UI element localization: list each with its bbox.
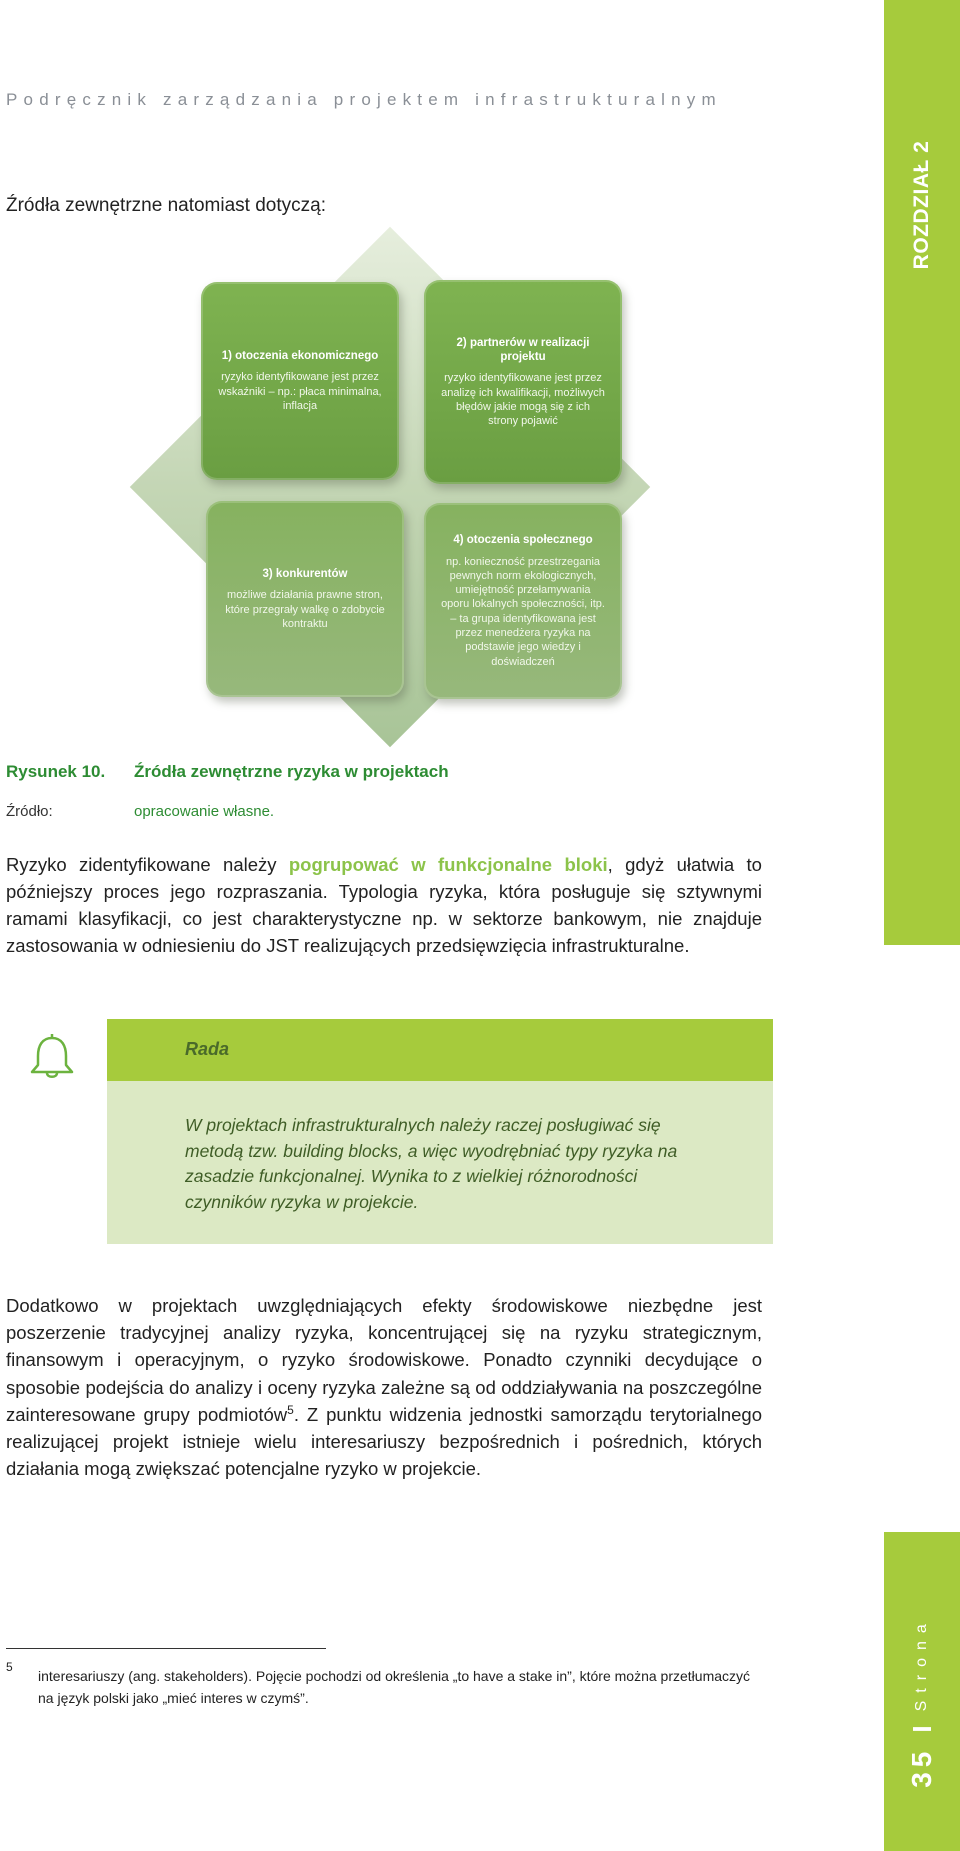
diagram-box-economic bbox=[201, 282, 399, 480]
intro-text: Źródła zewnętrzne natomiast dotyczą: bbox=[6, 195, 326, 216]
paragraph-text: Ryzyko zidentyfikowane należy bbox=[6, 854, 289, 875]
box-title: 3) konkurentów bbox=[262, 567, 348, 580]
box-text: ryzyko identyfikowane jest przez wskaźniki – np.: płaca minimalna, inflacja bbox=[218, 371, 382, 412]
chapter-tab bbox=[884, 0, 960, 945]
footnote-text: interesariuszy (ang. stakeholders). Pojęcie pochodzi od określenia „to have a stake in”, które można przetłumaczyć na język polski jako „mieć interes w czymś”. bbox=[38, 1668, 751, 1706]
diagram-box-competitors bbox=[206, 501, 404, 697]
tip-body bbox=[107, 1081, 773, 1244]
box-title: 2) partnerów w realizacji projektu bbox=[456, 336, 590, 363]
footnote-mark: 5 bbox=[6, 1660, 13, 1674]
tip-text: W projektach infrastrukturalnych należy raczej posługiwać się metodą tzw. building blocks, a więc wyodrębniać typy ryzyka na zasadzie funkcjonalnej. Wynika to z wielkiej różnorodności czynników ryzyka w projekcie. bbox=[185, 1115, 678, 1212]
paragraph-text: Dodatkowo w projektach uwzględniających efekty środowiskowe niezbędne jest poszerzenie tradycyjnej analizy ryzyka, koncentrującej się na ryzyku strategicznym, finansowym i operacyjnym, o ryzyko środowiskowe. Ponadto czynniki decydujące o sposobie podejścia do analizy i oceny ryzyka zależne są od oddziaływania na poszczególne zainteresowane grupy podmiotów bbox=[6, 1295, 762, 1425]
box-title: 4) otoczenia społecznego bbox=[453, 534, 593, 547]
highlighted-phrase: pogrupować w funkcjonalne bloki bbox=[288, 854, 608, 875]
footnote-reference[interactable]: 5 bbox=[287, 1402, 294, 1417]
box-title: 1) otoczenia ekonomicznego bbox=[221, 349, 379, 362]
tip-header bbox=[107, 1019, 773, 1081]
paragraph-environmental bbox=[6, 1292, 762, 1482]
box-text: ryzyko identyfikowane jest przez analizę ich kwalifikacji, możliwych błędów jakie mogą się z ich strony pojawić bbox=[441, 372, 605, 428]
sources-diagram bbox=[150, 222, 630, 752]
paragraph-grouping bbox=[6, 851, 762, 959]
figure-label: Rysunek 10. bbox=[6, 762, 106, 781]
source-label: Źródło: bbox=[6, 803, 53, 820]
diagram-box-social bbox=[424, 503, 622, 699]
chapter-label: ROZDZIAŁ 2 bbox=[910, 140, 933, 270]
bell-icon bbox=[26, 1032, 78, 1084]
tip-title: Rada bbox=[185, 1039, 230, 1059]
box-text: możliwe działania prawne stron, które przegrały walkę o zdobycie kontraktu bbox=[225, 589, 385, 630]
diagram-box-partners bbox=[424, 280, 622, 484]
page-word: Strona bbox=[913, 1616, 930, 1712]
page-number-separator: I bbox=[906, 1725, 937, 1733]
page-number bbox=[906, 1616, 938, 1788]
box-text: np. konieczność przestrzegania pewnych norm ekologicznych, umiejętność przełamywania oporu lokalnych społeczności, itp. – ta grupa identyfikowana jest przez menedżera ryzyka na podstawie jego wiedzy i doświadczeń bbox=[441, 555, 605, 668]
page-number-tab bbox=[884, 1532, 960, 1851]
source-value: opracowanie własne. bbox=[134, 803, 275, 820]
paragraph-text: . Z punktu widzenia jednostki samorządu terytorialnego realizującej projekt istnieje wielu interesariuszy bezpośrednich i pośrednich, których działania mogą zwiększać potencjalne ryzyko w projekcie. bbox=[6, 1403, 762, 1480]
footnote-divider bbox=[6, 1648, 326, 1649]
running-header: Podręcznik zarządzania projektem infrastrukturalnym bbox=[6, 90, 722, 109]
page-number-value: 35 bbox=[906, 1746, 937, 1788]
figure-title: Źródła zewnętrzne ryzyka w projektach bbox=[134, 762, 449, 781]
paragraph-text: , gdyż ułatwia to późniejszy proces jego rozpraszania. Typologia ryzyka, która posługuje się sztywnymi ramami klasyfikacji, co jest charakterystyczne np. w sektorze bankowym, nie znajduje zastosowania w odniesieniu do JST realizujących przedsięwzięcia infrastrukturalne. bbox=[6, 854, 762, 956]
